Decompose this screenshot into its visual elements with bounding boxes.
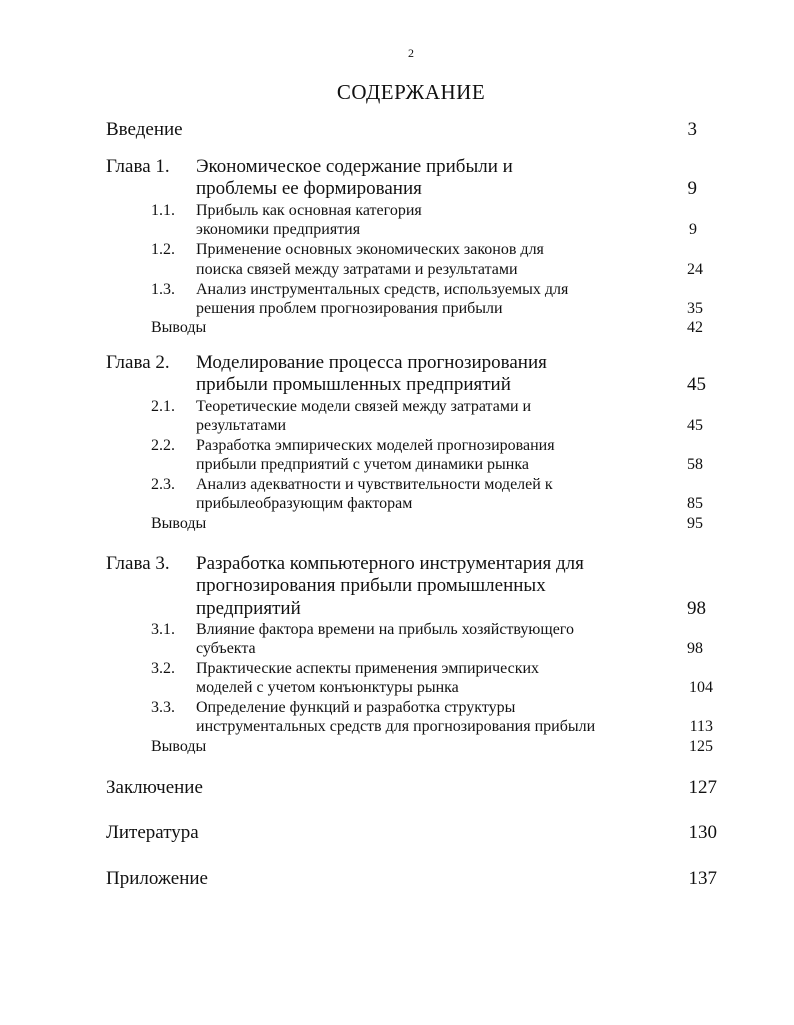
chapter-1-page: 9 bbox=[687, 178, 697, 199]
section-number: 1.2. bbox=[151, 241, 175, 258]
section-title-line: моделей с учетом конъюнктуры рынка bbox=[196, 679, 459, 696]
chapter-1-title-line: Экономическое содержание прибыли и bbox=[196, 156, 513, 177]
section-number: 3.3. bbox=[151, 699, 175, 716]
chapter-3-page: 98 bbox=[687, 598, 706, 619]
section-page: 104 bbox=[689, 679, 713, 696]
section-title-line: инструментальных средств для прогнозирования прибыли bbox=[196, 718, 596, 735]
section-title-line: Анализ инструментальных средств, используемых для bbox=[196, 281, 569, 298]
chapter-1-title-line: проблемы ее формирования bbox=[196, 178, 422, 199]
section-title-line: Разработка эмпирических моделей прогнозирования bbox=[196, 437, 555, 454]
section-title-line: прибыли предприятий с учетом динамики рынка bbox=[196, 456, 529, 473]
section-page: 58 bbox=[687, 456, 703, 473]
section-title-line: Применение основных экономических законов для bbox=[196, 241, 544, 258]
section-page: 85 bbox=[687, 495, 703, 512]
toc-appendix-label: Приложение bbox=[106, 868, 208, 889]
chapter-2-prefix: Глава 2. bbox=[106, 352, 170, 373]
section-number: 3.1. bbox=[151, 621, 175, 638]
chapter-2-page: 45 bbox=[687, 374, 706, 395]
section-title-line: поиска связей между затратами и результатами bbox=[196, 261, 518, 278]
page-number: 2 bbox=[408, 46, 414, 60]
chapter-3-title-line: Разработка компьютерного инструментария для bbox=[196, 553, 584, 574]
section-title-line: Прибыль как основная категория bbox=[196, 202, 422, 219]
chapter-2-title-line: прибыли промышленных предприятий bbox=[196, 374, 511, 395]
toc-literature-label: Литература bbox=[106, 822, 199, 843]
section-number: 2.3. bbox=[151, 476, 175, 493]
toc-appendix-page: 137 bbox=[688, 868, 717, 889]
section-title-line: Теоретические модели связей между затратами и bbox=[196, 398, 532, 415]
chapter-3-title-line: прогнозирования прибыли промышленных bbox=[196, 575, 546, 596]
section-title-line: экономики предприятия bbox=[196, 221, 361, 238]
conclusion-label: Выводы bbox=[151, 319, 207, 336]
chapter-2-title-line: Моделирование процесса прогнозирования bbox=[196, 352, 547, 373]
section-number: 1.1. bbox=[151, 202, 175, 219]
section-title-line: решения проблем прогнозирования прибыли bbox=[196, 300, 503, 317]
conclusion-label: Выводы bbox=[151, 738, 207, 755]
section-page: 45 bbox=[687, 417, 703, 434]
toc-literature-page: 130 bbox=[688, 822, 717, 843]
section-number: 2.2. bbox=[151, 437, 175, 454]
conclusion-label: Выводы bbox=[151, 515, 207, 532]
section-title-line: Определение функций и разработка структуры bbox=[196, 699, 516, 716]
conclusion-page: 95 bbox=[687, 515, 703, 532]
section-page: 35 bbox=[687, 300, 703, 317]
section-title-line: Анализ адекватности и чувствительности моделей к bbox=[196, 476, 553, 493]
section-title-line: Практические аспекты применения эмпирических bbox=[196, 660, 540, 677]
page-title: СОДЕРЖАНИЕ bbox=[336, 80, 486, 104]
toc-conclusion-page: 127 bbox=[688, 777, 717, 798]
section-page: 113 bbox=[689, 718, 713, 735]
section-title-line: субъекта bbox=[196, 640, 256, 657]
section-page: 9 bbox=[689, 221, 697, 238]
toc-intro-page: 3 bbox=[687, 119, 697, 140]
toc-intro-label: Введение bbox=[106, 119, 183, 140]
section-number: 2.1. bbox=[151, 398, 175, 415]
chapter-3-title-line: предприятий bbox=[196, 598, 301, 619]
conclusion-page: 42 bbox=[687, 319, 703, 336]
conclusion-page: 125 bbox=[689, 738, 713, 755]
chapter-1-prefix: Глава 1. bbox=[106, 156, 170, 177]
section-title-line: результатами bbox=[196, 417, 287, 434]
section-page: 98 bbox=[687, 640, 703, 657]
section-number: 3.2. bbox=[151, 660, 175, 677]
section-number: 1.3. bbox=[151, 281, 175, 298]
toc-conclusion-label: Заключение bbox=[106, 777, 203, 798]
section-title-line: Влияние фактора времени на прибыль хозяйствующего bbox=[196, 621, 574, 638]
section-page: 24 bbox=[687, 261, 703, 278]
chapter-3-prefix: Глава 3. bbox=[106, 553, 170, 574]
section-title-line: прибылеобразующим факторам bbox=[196, 495, 413, 512]
